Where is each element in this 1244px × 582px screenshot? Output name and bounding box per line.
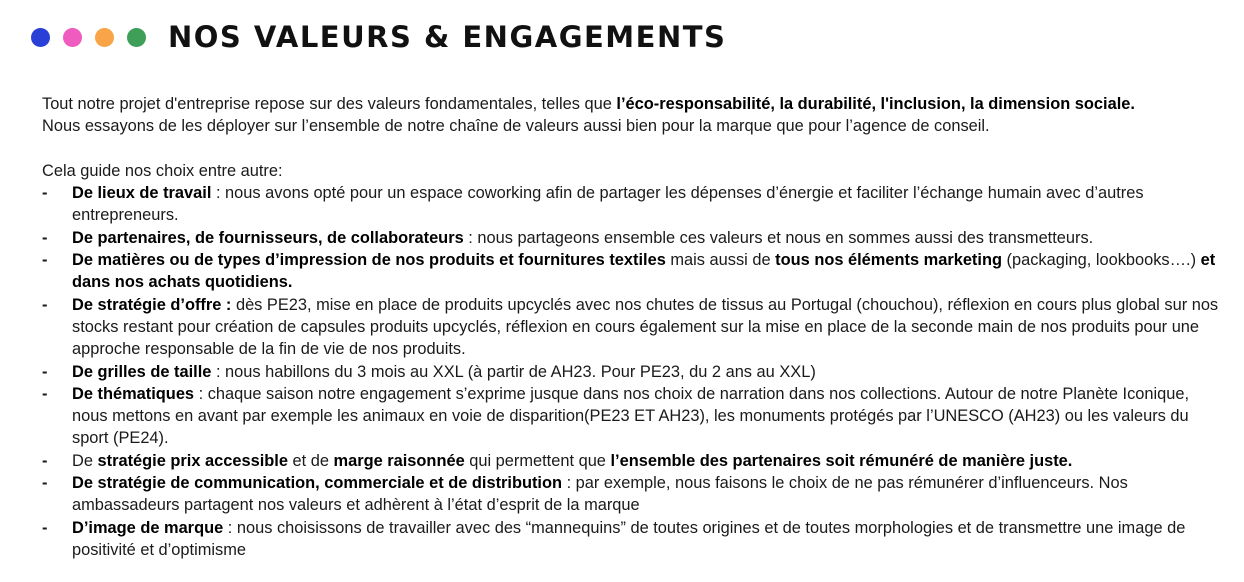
dash-bullet: - [42,251,48,270]
dash-bullet: - [42,474,48,493]
dash-bullet: - [42,451,48,470]
item-bold-phrase: et dans nos achats quotidiens. [72,251,1216,292]
list-item [42,182,1222,227]
item-text: : par exemple, nous faisons le choix de ne pas rémunérer d’influenceurs. Nos ambassadeurs partagent nos valeurs et adhèrent à l’état d’esprit de la marque [72,474,1128,515]
list-item [42,227,1222,249]
item-heading: D’image de marque [72,518,224,537]
page-header [31,14,726,60]
item-bold-phrase: stratégie prix accessible [97,451,288,470]
blue-dot-icon [31,28,50,47]
page-title: NOS VALEURS & ENGAGEMENTS [168,20,727,54]
item-text: (packaging, lookbooks….) [1001,251,1201,270]
item-heading: De matières ou de types d’impression de nos produits et fournitures textiles [72,251,666,270]
dash-bullet: - [42,362,48,381]
list-item [42,294,1222,361]
color-dots [31,28,146,47]
item-text: qui permettent que [464,451,611,470]
dash-bullet: - [42,518,48,537]
list-item [42,472,1222,517]
item-heading: De stratégie d’offre : [72,295,236,314]
item-text: : nous avons opté pour un espace coworking afin de partager les dépenses d’énergie et faciliter l’échange humain avec d’autres entrepreneurs. [72,184,1144,225]
item-text: dès PE23, mise en place de produits upcyclés avec nos chutes de tissus au Portugal (chouchou), réflexion en cours plus global sur nos stocks restant pour création de capsules produits upcyclés, réflexion en cours également sur la mise en place de la seconde main de nos produits pour une approche responsable de la fin de vie de nos produits. [72,295,1219,359]
values-list [42,182,1222,561]
item-bold-phrase: marge raisonnée [333,451,465,470]
item-text: et de [287,451,334,470]
item-text: De [72,451,98,470]
item-text: : nous habillons du 3 mois au XXL (à partir de AH23. Pour PE23, du 2 ans au XXL) [211,362,816,381]
intro-deploy-text: Nous essayons de les déployer sur l’ensemble de notre chaîne de valeurs aussi bien pour la marque que pour l’agence de conseil. [42,117,990,136]
item-heading: De grilles de taille [72,362,212,381]
list-item [42,361,1222,383]
list-lead: Cela guide nos choix entre autre: [42,161,283,180]
item-text: : nous partageons ensemble ces valeurs et nous en sommes aussi des transmetteurs. [463,228,1094,247]
dash-bullet: - [42,295,48,314]
item-heading: De lieux de travail [72,184,212,203]
orange-dot-icon [95,28,114,47]
item-text: mais aussi de [665,251,776,270]
item-text: : chaque saison notre engagement s’exprime jusque dans nos choix de narration dans nos collections. Autour de notre Planète Iconique, nous mettons en avant par exemple les animaux en voie de disparition(PE23 ET AH23), les monuments protégés par l’UNESCO (AH23) ou les valeurs du sport (PE24). [72,384,1190,448]
item-heading: De thématiques [72,384,195,403]
list-item [42,450,1222,472]
list-item [42,517,1222,562]
dash-bullet: - [42,384,48,403]
list-item [42,249,1222,294]
list-item [42,383,1222,450]
green-dot-icon [127,28,146,47]
dash-bullet: - [42,228,48,247]
intro-values-bold: l’éco-responsabilité, la durabilité, l'inclusion, la dimension sociale. [616,95,1135,113]
dash-bullet: - [42,184,48,203]
item-bold-phrase: l’ensemble des partenaires soit rémunéré de manière juste. [610,451,1073,470]
intro-text: Tout notre projet d'entreprise repose sur des valeurs fondamentales, telles que [42,95,617,113]
spacer [42,138,1222,160]
intro-paragraph [42,93,1222,115]
item-bold-phrase: tous nos éléments marketing [775,251,1002,270]
item-heading: De partenaires, de fournisseurs, de collaborateurs [72,228,464,247]
body-text [42,93,1222,561]
pink-dot-icon [63,28,82,47]
item-text: : nous choisissons de travailler avec des “mannequins” de toutes origines et de toutes morphologies et de transmettre une image de positivité et d’optimisme [72,518,1186,559]
item-heading: De stratégie de communication, commerciale et de distribution [72,474,563,493]
